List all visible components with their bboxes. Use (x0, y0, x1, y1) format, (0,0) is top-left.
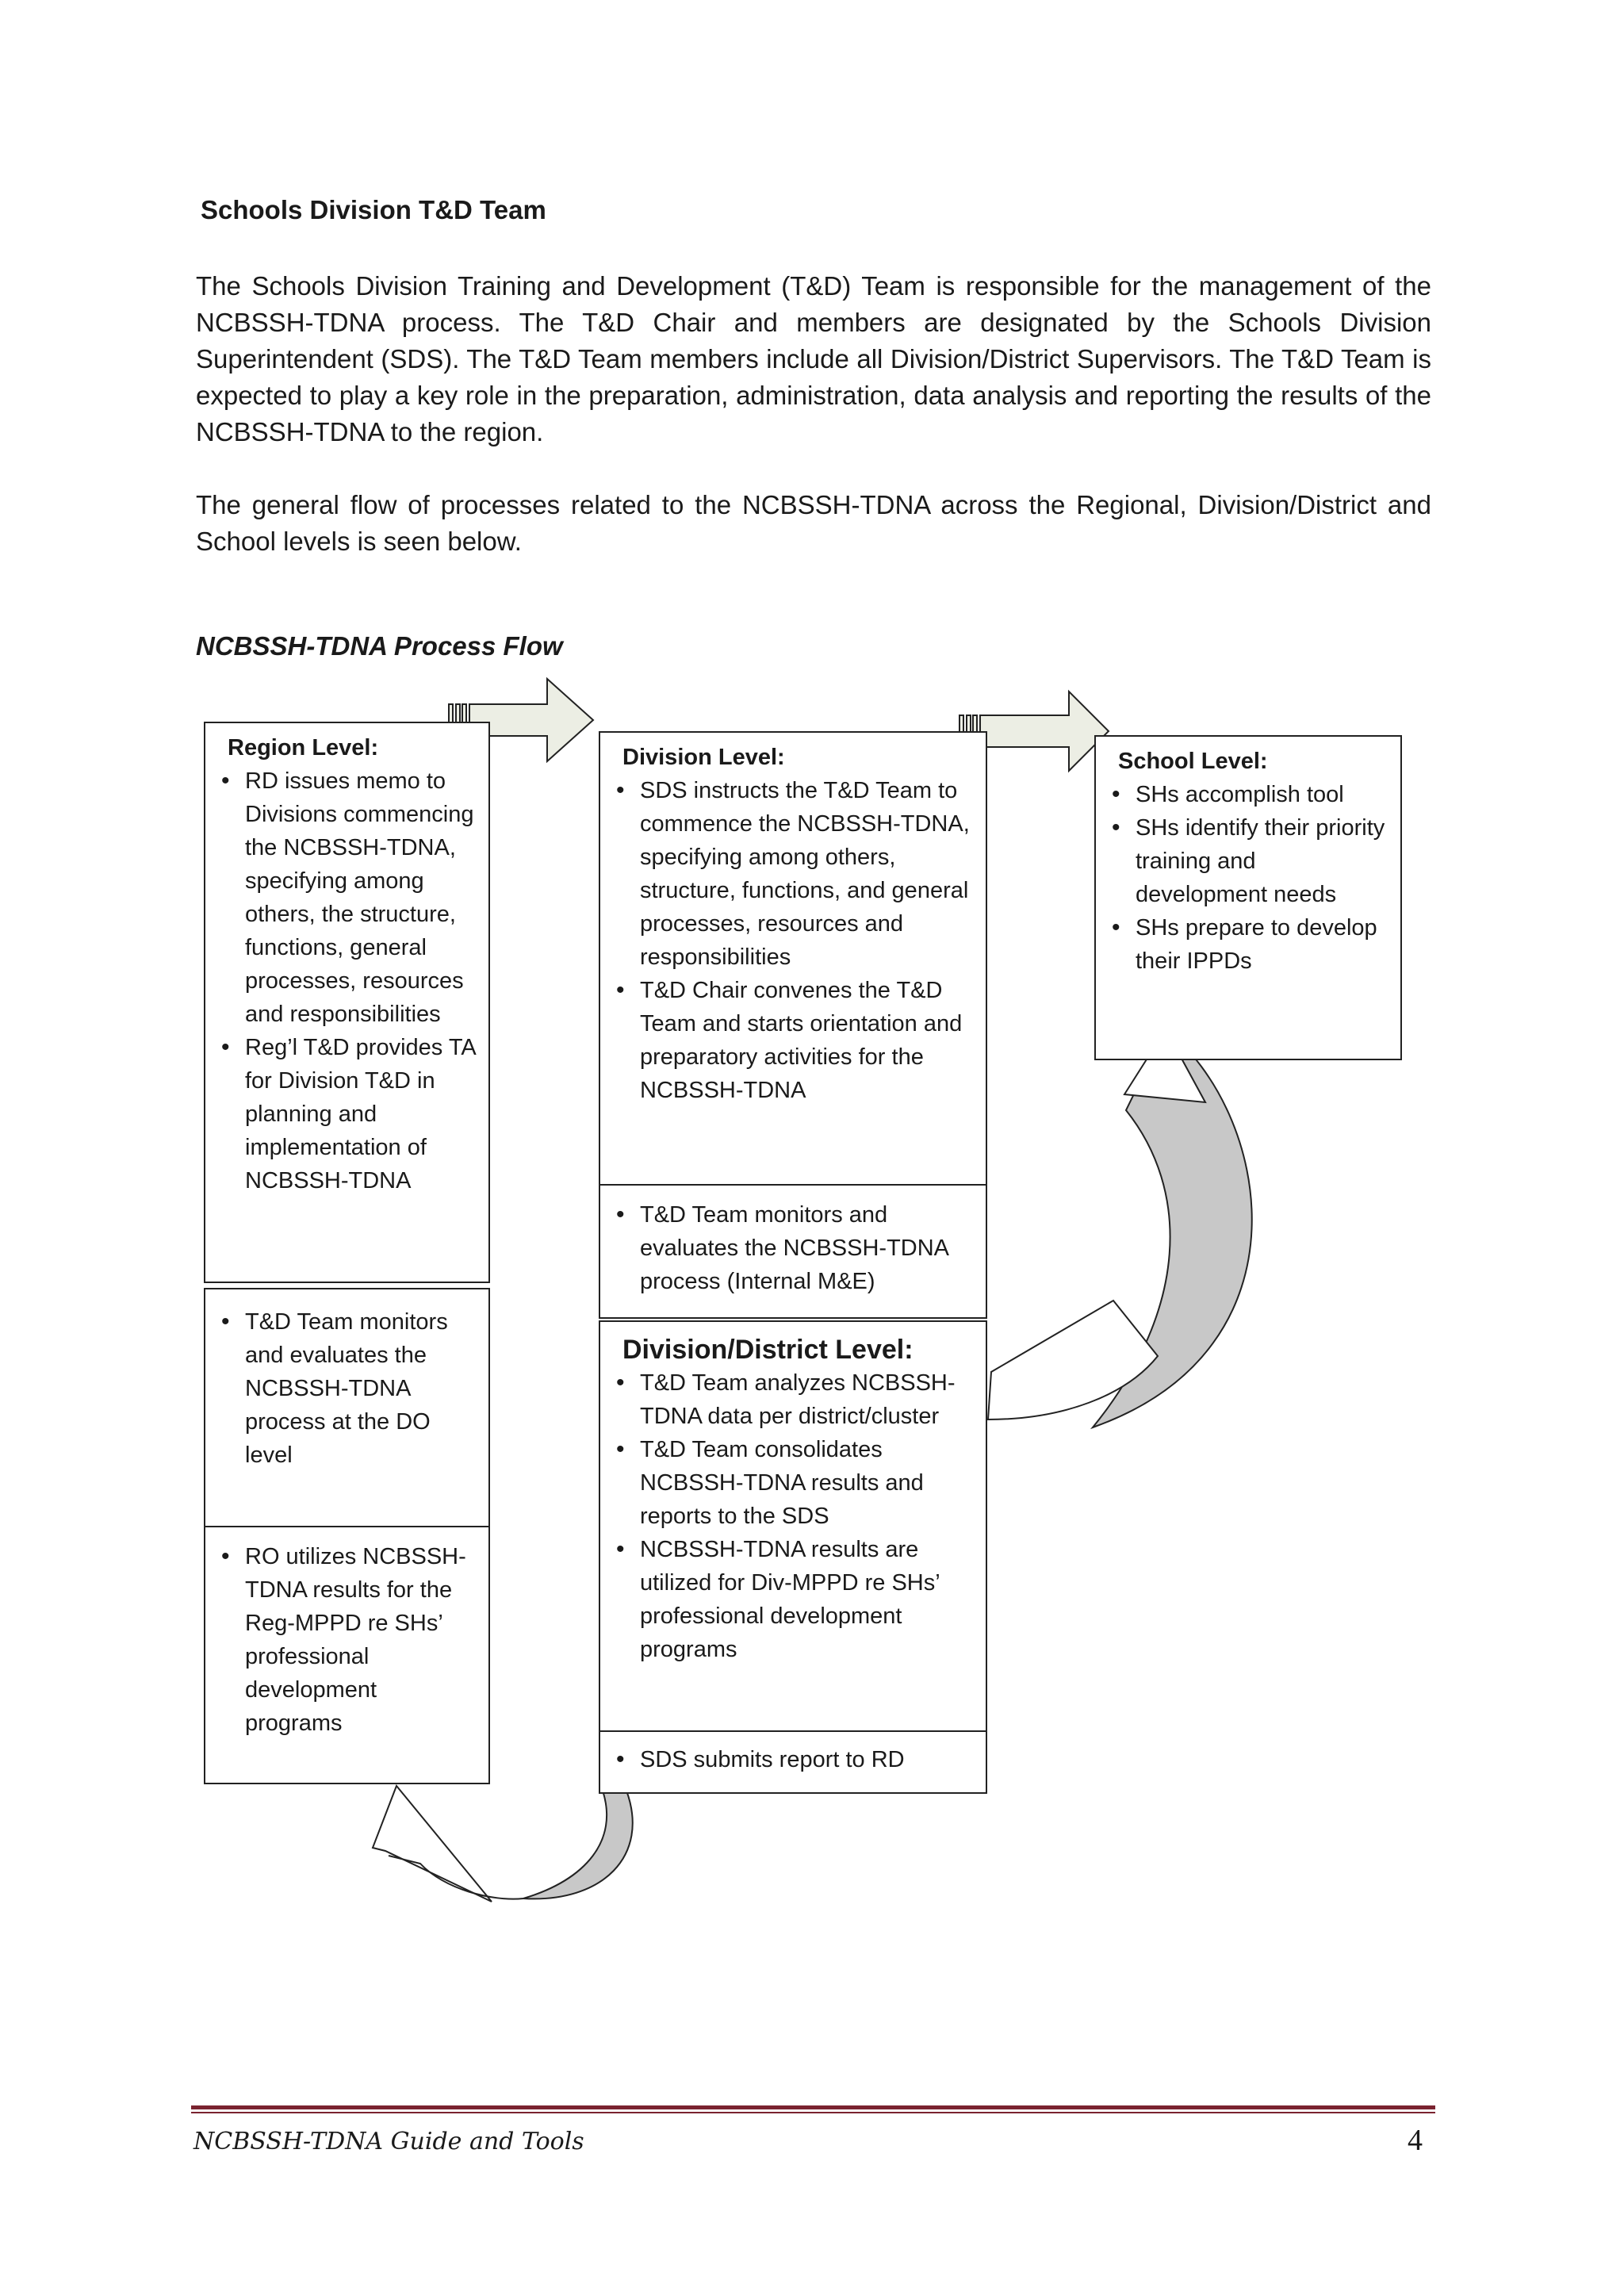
list-item: • SDS instructs the T&D Team to commence the NCBSSH-TDNA, specifying among others, structure, functions, and general processes, resources and responsibilities (611, 774, 975, 974)
flow-paragraph: The general flow of processes related to the NCBSSH-TDNA across the Regional, Division/District and School levels is seen below. (196, 490, 1431, 556)
division-district-level-title: Division/District Level: (622, 1335, 914, 1365)
division-monitor-box (599, 1184, 987, 1319)
region-level-list (216, 764, 477, 1197)
region-monitor-list (216, 1305, 477, 1472)
list-item: • T&D Team monitors and evaluates the NCBSSH-TDNA process (Internal M&E) (611, 1198, 975, 1298)
list-item: • RO utilizes NCBSSH-TDNA results for the Reg-MPPD re SHs’ professional development programs (216, 1540, 477, 1740)
list-item: • RD issues memo to Divisions commencing the NCBSSH-TDNA, specifying among others, the structure, functions, general processes, resources and responsibilities (216, 764, 477, 1031)
footer-title: NCBSSH-TDNA Guide and Tools (193, 2128, 584, 2155)
footer-rule (191, 2105, 1435, 2109)
region-level-title: Region Level: (228, 735, 379, 761)
list-item: • SHs prepare to develop their IPPDs (1107, 911, 1389, 978)
region-utilize-box (204, 1526, 490, 1784)
footer-rule-thin (191, 2112, 1435, 2113)
district-report-list (611, 1743, 975, 1776)
district-report-box (599, 1730, 987, 1794)
arrow-school-to-district (988, 1029, 1252, 1427)
intro-paragraph: The Schools Division Training and Development (T&D) Team is responsible for the management of the NCBSSH-TDNA process. The T&D Chair and members are designated by the Schools Division Superintendent (SDS). The T&D Team members include all Division/District Supervisors. The T&D Team is expected to play a key role in the preparation, administration, data analysis and reporting the results of the NCBSSH-TDNA to the region. (196, 271, 1431, 446)
arrow-district-to-region (373, 1786, 633, 1902)
list-item: • Reg’l T&D provides TA for Division T&D in planning and implementation of NCBSSH-TDNA (216, 1031, 477, 1197)
list-item: • T&D Chair convenes the T&D Team and starts orientation and preparatory activities for the NCBSSH-TDNA (611, 974, 975, 1107)
region-level-box (204, 722, 490, 1283)
division-monitor-list (611, 1198, 975, 1298)
page-number: 4 (1408, 2124, 1423, 2157)
list-item: • NCBSSH-TDNA results are utilized for Div-MPPD re SHs’ professional development programs (611, 1533, 975, 1666)
list-item: • SHs identify their priority training and development needs (1107, 811, 1389, 911)
division-level-list (611, 774, 975, 1107)
division-district-level-list (611, 1366, 975, 1666)
school-level-title: School Level: (1118, 749, 1268, 774)
region-utilize-list (216, 1540, 477, 1740)
list-item: • T&D Team analyzes NCBSSH-TDNA data per district/cluster (611, 1366, 975, 1433)
list-item: • T&D Team consolidates NCBSSH-TDNA results and reports to the SDS (611, 1433, 975, 1533)
school-level-list (1107, 778, 1389, 978)
section-heading: Schools Division T&D Team (201, 195, 546, 224)
list-item: • SHs accomplish tool (1107, 778, 1389, 811)
list-item: • SDS submits report to RD (611, 1743, 975, 1776)
school-level-box (1094, 735, 1402, 1060)
division-level-box (599, 731, 987, 1186)
figure-title: NCBSSH-TDNA Process Flow (196, 631, 563, 661)
list-item: • T&D Team monitors and evaluates the NCBSSH-TDNA process at the DO level (216, 1305, 477, 1472)
division-district-level-box (599, 1320, 987, 1732)
division-level-title: Division Level: (622, 745, 785, 770)
region-monitor-box (204, 1288, 490, 1527)
